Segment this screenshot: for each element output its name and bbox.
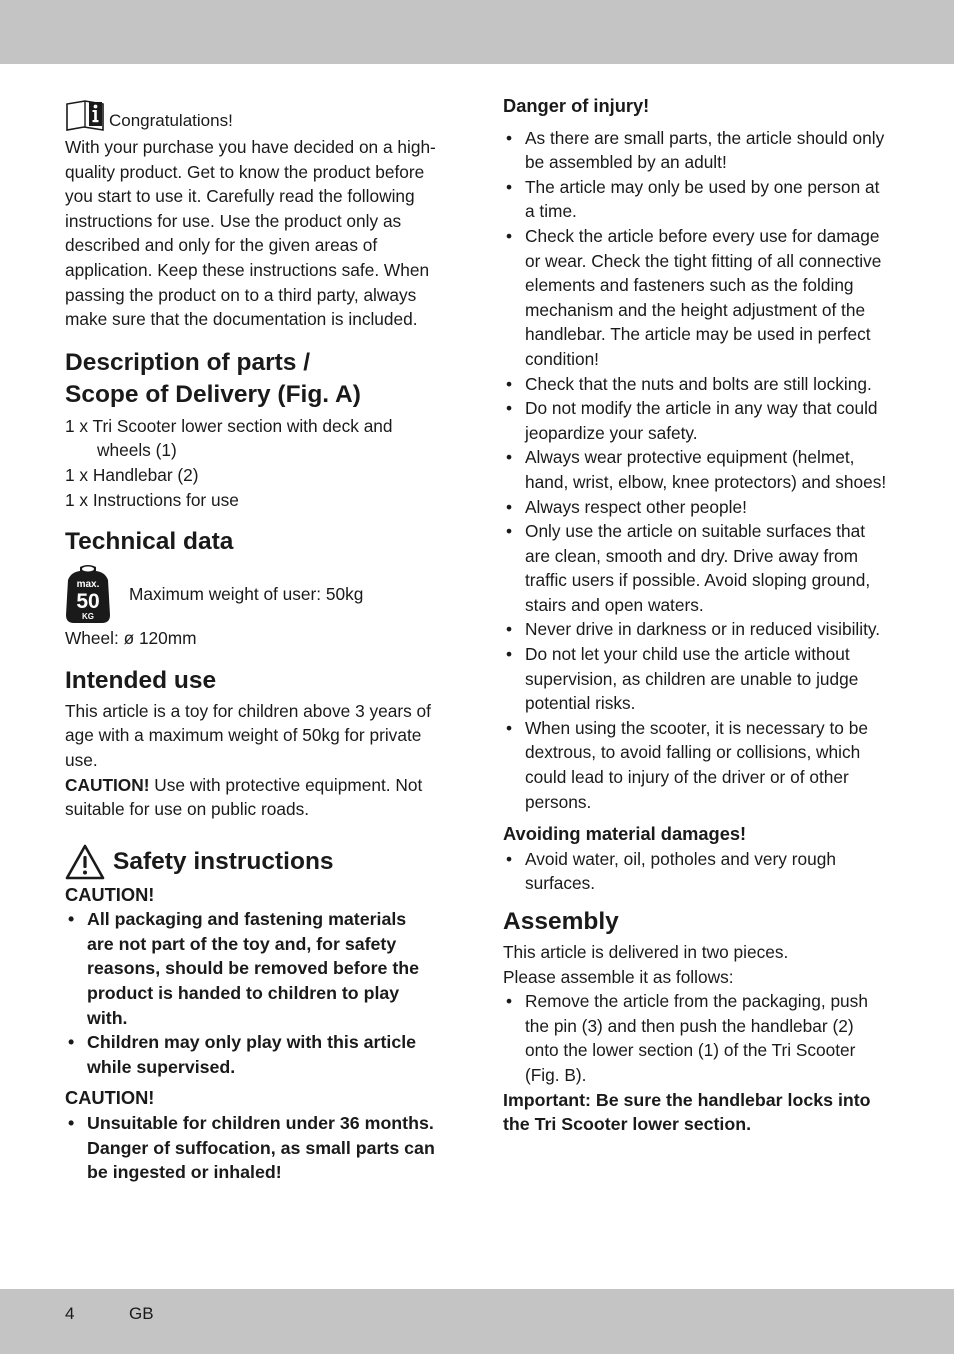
assembly-important: Important: Be sure the handlebar locks into the Tri Scooter lower section. <box>503 1089 871 1135</box>
warning-triangle-icon <box>65 844 105 880</box>
list-item: • Check the article before every use for damage or wear. Check the tight fitting of all connective elements and fasteners such as the folding mechanism and the height adjustment of the handlebar. The article may be used in perfect condition! <box>503 224 891 372</box>
page-number: 4 <box>65 1304 75 1323</box>
parts-title-line1: Description of parts / <box>65 348 311 376</box>
list-item: • Do not let your child use the article without supervision, as children are unable to judge potential risks. <box>503 642 891 716</box>
weight-row <box>65 562 437 626</box>
list-item: • Do not modify the article in any way that could jeopardize your safety. <box>503 396 891 445</box>
parts-list <box>65 414 437 512</box>
list-item: • Always wear protective equipment (helmet, hand, wrist, elbow, knee protectors) and shoes! <box>503 445 891 494</box>
list-item: • Only use the article on suitable surfaces that are clean, smooth and dry. Drive away from traffic users if possible. Avoid sloping ground, stairs and open waters. <box>503 519 891 617</box>
safety-caution-1: CAUTION! <box>65 883 155 905</box>
max-weight-icon <box>65 563 111 625</box>
info-book-icon <box>65 98 105 132</box>
left-column <box>65 92 437 1185</box>
intended-title: Intended use <box>65 666 217 694</box>
assembly-list <box>503 989 891 1087</box>
intended-caution <box>65 773 437 822</box>
intended-text: This article is a toy for children above 3 years of age with a maximum weight of 50kg for private use. <box>65 700 431 770</box>
header-bar <box>0 0 954 64</box>
material-list <box>503 847 891 896</box>
intro-heading: Congratulations! <box>109 111 233 130</box>
list-item: • Avoid water, oil, potholes and very rough surfaces. <box>503 847 891 896</box>
danger-title: Danger of injury! <box>503 95 650 116</box>
list-item: • When using the scooter, it is necessary to be dextrous, to avoid falling or collisions, which could lead to injury of the driver or of other persons. <box>503 716 891 814</box>
right-column <box>503 92 891 1137</box>
safety-title: Safety instructions <box>113 847 334 875</box>
list-item: • Never drive in darkness or in reduced visibility. <box>503 617 891 642</box>
assembly-title: Assembly <box>503 908 619 935</box>
list-item: • All packaging and fastening materials are not part of the toy and, for safety reasons, should be removed before the product is handed to children to play with. <box>65 907 437 1030</box>
language-code: GB <box>129 1304 154 1323</box>
wheel-text: Wheel: ø 120mm <box>65 628 197 649</box>
caution-label: CAUTION! <box>65 774 150 795</box>
list-item: • The article may only be used by one person at a time. <box>503 175 891 224</box>
parts-title-line2: Scope of Delivery (Fig. A) <box>65 380 361 408</box>
max-weight-text: Maximum weight of user: 50kg <box>129 583 364 604</box>
assembly-line-2: Please assemble it as follows: <box>503 966 734 987</box>
safety-caution-2: CAUTION! <box>65 1087 155 1109</box>
parts-item: 1 x Handlebar (2) <box>65 464 199 485</box>
intro-heading-row <box>65 92 437 132</box>
intro-text: With your purchase you have decided on a high-quality product. Get to know the product before you start to use it. Carefully read the following instructions for use. Use the product only as described and only for the given areas of application. Keep these instructions safe. When passing the product on to a third party, always make sure that the documentation is included. <box>65 137 436 330</box>
weight-icon-unit: KG <box>82 612 94 622</box>
caution-text: Use with protective equipment. Not suitable for use on public roads. <box>65 774 423 820</box>
safety-list-1 <box>65 907 437 1079</box>
safety-heading-row <box>65 844 437 880</box>
list-item: • Remove the article from the packaging, push the pin (3) and then push the handlebar (2) onto the lower section (1) of the Tri Scooter (Fig. B). <box>503 989 891 1087</box>
weight-icon-top: max. <box>76 579 100 591</box>
weight-icon-num: 50 <box>76 590 100 614</box>
list-item: • Always respect other people! <box>503 495 891 520</box>
assembly-line-1: This article is delivered in two pieces. <box>503 942 789 962</box>
technical-title: Technical data <box>65 528 234 556</box>
material-title: Avoiding material damages! <box>503 823 747 845</box>
parts-item: 1 x Tri Scooter lower section with deck and wheels (1) <box>65 415 393 461</box>
list-item: • Unsuitable for children under 36 months. Danger of suffocation, as small parts can be ingested or inhaled! <box>65 1111 437 1185</box>
safety-list-2 <box>65 1111 437 1185</box>
list-item: • As there are small parts, the article should only be assembled by an adult! <box>503 126 891 175</box>
parts-item: 1 x Instructions for use <box>65 489 239 510</box>
danger-list <box>503 126 891 815</box>
list-item: • Check that the nuts and bolts are still locking. <box>503 372 891 397</box>
list-item: • Children may only play with this article while supervised. <box>65 1030 437 1079</box>
